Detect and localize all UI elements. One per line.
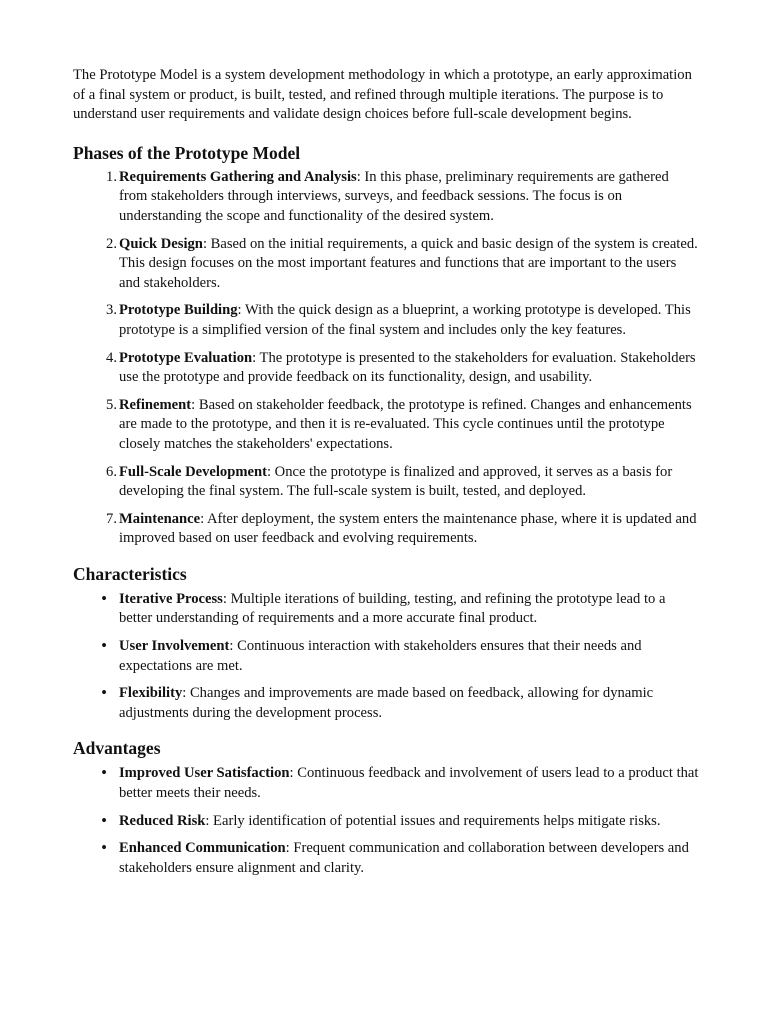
list-number: 5.: [106, 396, 117, 413]
bullet-icon: •: [101, 685, 107, 702]
intro-paragraph: The Prototype Model is a system development methodology in which a prototype, an early approximation of a final system or product, is built, tested, and refined through multiple iterations. The purpose is to understand user requirements and validate design choices before full-scale development begins.: [73, 67, 692, 123]
advantage-term: Enhanced Communication: [119, 840, 286, 857]
phase-term: Refinement: [119, 396, 192, 413]
list-number: 3.: [106, 302, 117, 319]
phase-term: Full-Scale Development: [119, 463, 267, 480]
advantages-heading: Advantages: [73, 738, 161, 759]
phase-item-5: [73, 396, 699, 455]
phase-term: Prototype Evaluation: [119, 349, 253, 366]
characteristic-description: : Continuous interaction with stakeholders ensures that their needs and expectations are met.: [119, 638, 642, 674]
list-number: 2.: [106, 235, 117, 252]
list-number: 1.: [106, 168, 117, 185]
list-number: 6.: [106, 463, 117, 480]
advantage-item: [73, 764, 699, 803]
advantage-term: Reduced Risk: [119, 812, 206, 829]
characteristic-item: [73, 590, 699, 629]
characteristic-description: : Multiple iterations of building, testing, and refining the prototype lead to a better understanding of requirements and a more accurate final product.: [119, 590, 666, 627]
phase-term: Requirements Gathering and Analysis: [119, 168, 357, 185]
characteristic-term: Iterative Process: [119, 590, 223, 607]
phase-term: Maintenance: [119, 510, 201, 527]
phase-description: : Based on the initial requirements, a quick and basic design of the system is created. This design focuses on the most important features and functions that are important to the users and stakeholders.: [119, 235, 698, 291]
phase-description: : The prototype is presented to the stakeholders for evaluation. Stakeholders use the prototype and provide feedback on its functionality, design, and usability.: [119, 349, 696, 386]
advantage-description: : Early identification of potential issues and requirements helps mitigate risks.: [205, 812, 661, 829]
list-number: 4.: [106, 349, 117, 366]
phase-description: : In this phase, preliminary requirements are gathered from stakeholders through interviews, surveys, and feedback sessions. The focus is on understanding the scope and functionality of the desired system.: [119, 168, 669, 224]
advantage-description: : Continuous feedback and involvement of users lead to a product that better meets their needs.: [119, 765, 699, 802]
phase-item-6: [73, 463, 699, 502]
characteristic-term: User Involvement: [119, 638, 230, 655]
advantage-item: [73, 812, 699, 832]
advantages-list: [73, 764, 699, 878]
phase-item-7: [73, 510, 699, 549]
phase-term: Quick Design: [119, 235, 203, 252]
characteristics-heading: Characteristics: [73, 563, 187, 584]
advantage-term: Improved User Satisfaction: [119, 765, 290, 782]
phases-list: [73, 168, 696, 549]
phase-description: : With the quick design as a blueprint, a working prototype is developed. This prototype is a simplified version of the final system and includes only the key features.: [119, 302, 691, 338]
phase-item-3: [73, 301, 699, 340]
characteristic-term: Flexibility: [119, 685, 183, 702]
phase-term: Prototype Building: [119, 302, 238, 319]
characteristic-item: [73, 637, 699, 676]
characteristic-description: : Changes and improvements are made based on feedback, allowing for dynamic adjustments during the development process.: [119, 685, 654, 721]
phase-description: : After deployment, the system enters the maintenance phase, where it is updated and improved based on user feedback and evolving requirements.: [119, 510, 697, 547]
phases-heading: Phases of the Prototype Model: [73, 142, 301, 163]
characteristic-item: [73, 684, 699, 723]
bullet-icon: •: [101, 812, 107, 829]
phase-item-1: [73, 168, 699, 227]
characteristics-list: [73, 590, 696, 724]
advantage-description: : Frequent communication and collaboration between developers and stakeholders ensure alignment and clarity.: [119, 840, 689, 876]
phase-item-4: [73, 349, 699, 388]
bullet-icon: •: [101, 638, 107, 655]
phase-item-2: [73, 235, 699, 294]
advantage-item: [73, 839, 699, 878]
phase-description: : Based on stakeholder feedback, the prototype is refined. Changes and enhancements are made to the prototype, and then it is re-evaluated. This cycle continues until the prototype closely matches the stakeholders' expectations.: [119, 396, 692, 452]
bullet-icon: •: [101, 765, 107, 782]
bullet-icon: •: [101, 840, 107, 857]
list-number: 7.: [106, 510, 117, 527]
bullet-icon: •: [101, 590, 107, 607]
phase-description: : Once the prototype is finalized and approved, it serves as a basis for developing the final system. The full-scale system is built, tested, and deployed.: [119, 463, 673, 500]
